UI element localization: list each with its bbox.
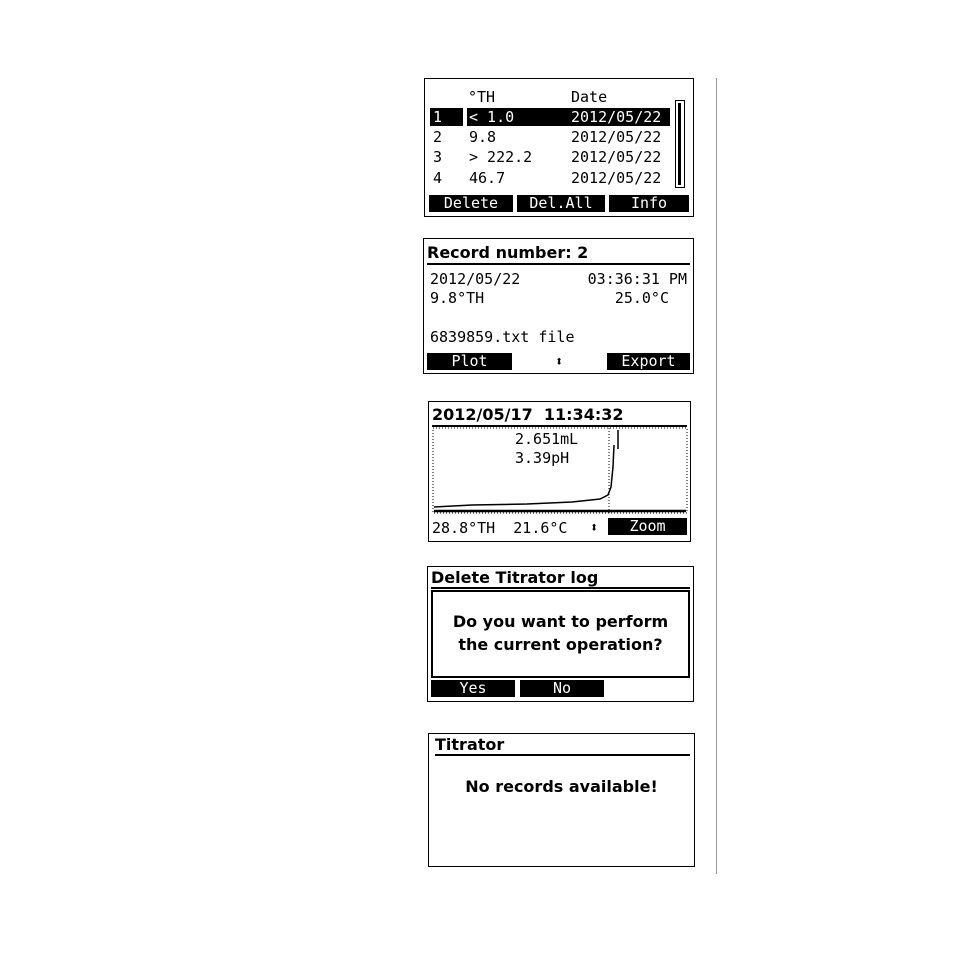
dialog-title: Delete Titrator log [431,568,599,587]
confirm-dialog-box [431,590,690,678]
record-title: Record number: 2 [427,243,589,262]
no-records-message: No records available! [465,777,658,796]
row-date: 2012/05/22 [571,148,662,166]
plot-reading: 28.8°TH 21.6°C [432,519,568,537]
equivalence-volume: 2.651mL [515,430,579,448]
title-underline [435,754,690,756]
record-time: 03:36:31 PM [587,270,687,288]
column-header-date: Date [571,88,608,106]
screen-title: Titrator [435,735,505,754]
scroll-arrows-icon: ⬍ [555,354,564,370]
row-value: < 1.0 [469,108,515,126]
row-date: 2012/05/22 [571,128,662,146]
info-button[interactable]: Info [609,195,689,212]
plot-title: 2012/05/17 11:34:32 [432,405,624,424]
title-underline [431,587,690,589]
confirm-message-line2: the current operation? [458,635,663,654]
row-value: 9.8 [469,128,497,146]
row-date: 2012/05/22 [571,169,662,187]
row-number: 3 [433,148,443,166]
column-header-value: °TH [468,88,496,106]
delete-button[interactable]: Delete [429,195,513,212]
scrollbar-thumb[interactable] [678,103,681,185]
record-details-screen [423,238,694,374]
delete-confirm-screen [427,566,694,702]
record-file: 6839859.txt file [430,328,575,346]
yes-button[interactable]: Yes [431,680,515,697]
row-value: 46.7 [469,169,506,187]
row-number: 1 [433,108,443,126]
record-temperature: 25.0°C [614,289,669,307]
row-number: 4 [433,169,443,187]
scrollbar[interactable] [675,100,685,188]
scroll-arrows-icon: ⬍ [590,520,599,536]
log-list-screen [424,78,694,217]
plot-screen [428,401,691,542]
record-value: 9.8°TH [430,289,485,307]
row-number: 2 [433,128,443,146]
plot-button[interactable]: Plot [427,353,512,370]
row-date: 2012/05/22 [571,108,662,126]
delete-all-button[interactable]: Del.All [517,195,605,212]
page-divider [716,78,717,874]
no-button[interactable]: No [520,680,604,697]
record-date: 2012/05/22 [430,270,521,288]
confirm-message-line1: Do you want to perform [452,612,669,631]
zoom-button[interactable]: Zoom [608,518,687,535]
no-records-screen [428,733,695,867]
row-value: > 222.2 [469,148,533,166]
title-underline [427,263,690,265]
export-button[interactable]: Export [607,353,690,370]
equivalence-ph: 3.39pH [515,449,570,467]
